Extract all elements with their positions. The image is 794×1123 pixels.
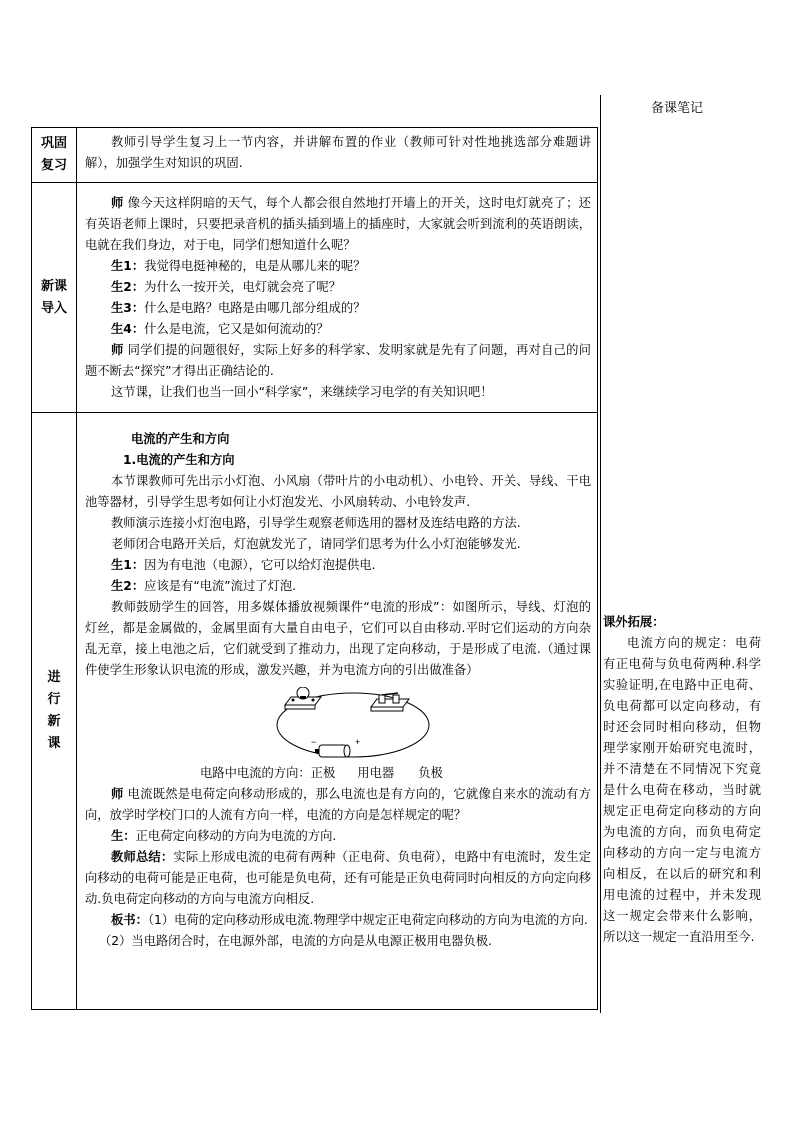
lesson-label-char4: 课 (47, 736, 61, 751)
speaker-student-4: 生4： (111, 322, 145, 336)
student-question-3-text: 什么是电路？电路是由哪几部分组成的？ (144, 301, 366, 315)
lesson-label-char1: 进 (47, 670, 61, 685)
board-item-1: （1）电荷的定向移动形成电流.物理学中规定正电荷定向移动的方向为电流的方向. (147, 913, 588, 927)
side-note-title: 课外拓展： (603, 615, 665, 629)
lesson-label-char2: 行 (47, 692, 61, 707)
student-question-3 (85, 298, 591, 319)
lesson-paragraph-2: 教师演示连接小灯泡电路，引导学生观察老师选用的器材及连结电路的方法. (111, 516, 521, 530)
student-answer-1-text: 因为有电池（电源），它可以给灯泡提供电. (144, 558, 376, 572)
lesson-table (31, 127, 598, 1010)
student-answer-3-text: 正电荷定向移动的方向为电流的方向. (135, 829, 337, 843)
speaker-student-1: 生1： (111, 259, 145, 273)
lesson-paragraph-3: 老师闭合电路开关后，灯泡就发光了，请同学们思考为什么小灯泡能够发光. (111, 537, 521, 551)
lesson-label (32, 413, 77, 1009)
lamp (285, 687, 321, 709)
speaker-student-a1: 生1： (111, 558, 145, 572)
student-question-4 (85, 319, 591, 340)
caption-negative: 负极 (418, 766, 443, 780)
teacher-summary (85, 847, 591, 910)
student-answer-2 (85, 576, 591, 597)
lesson-paragraph-4: 教师鼓励学生的回答，用多媒体播放视频课件“电流的形成”：如图所示，导线、灯泡的灯丝，都是金属做的，金属里面有大量自由电子，它们可以自由移动.平时它们运动的方向杂乱无章，接上电池之后，它们就受到了推动力，出现了定向移动，于是形成了电流.（通过课件使学生形象认识电流的形成，激发兴趣，并为电流方向的引出做准备） (85, 600, 591, 677)
student-question-2-text: 为什么一按开关，电灯就会亮了呢？ (144, 280, 341, 294)
speaker-teacher: 师 (111, 196, 124, 210)
caption-appliance: 用电器 (357, 766, 395, 780)
student-answer-2-text: 应该是有“电流”流过了灯泡. (144, 579, 297, 593)
side-note-text: 电流方向的规定：电荷有正电荷与负电荷两种.科学实验证明,在电路中正电荷、负电荷都可以定向移动，有时还会同时相向移动，但物理学家刚开始研究电流时，并不清楚在不同情况下究竟是什么电荷在移动，当时就规定正电荷定向移动的方向为电流的方向，而负电荷定向移动的方向一定与电流方向相反，在以后的研究和利用电流的过程中，并未发现这一规定会带来什么影响，所以这一规定一直沿用至今. (603, 636, 761, 944)
board-item-2: （2）当电路闭合时，在电源外部，电流的方向是从电源正极用电器负极. (99, 934, 492, 948)
intro-label-line1: 新课 (40, 278, 67, 294)
section-subheading: 1.电流的产生和方向 (123, 453, 235, 467)
lesson-label-char3: 新 (47, 714, 61, 729)
teacher-question-text: 电流既然是电荷定向移动形成的，那么电流也是有方向的，它就像自来水的流动有方向，放学时学校门口的人流有方向一样，电流的方向是怎样规定的呢？ (85, 787, 591, 822)
section-heading: 电流的产生和方向 (131, 432, 230, 446)
lesson-row (32, 412, 597, 1009)
review-content (77, 128, 597, 182)
speaker-student-a3: 生： (111, 829, 136, 843)
student-question-4-text: 什么是电流，它又是如何流动的？ (144, 322, 329, 336)
speaker-teacher-3: 师 (111, 787, 124, 801)
intro-label-line2: 导入 (40, 300, 67, 316)
review-label (32, 128, 77, 182)
caption-positive: 电路中电流的方向：正极 (200, 766, 336, 780)
intro-label (32, 183, 77, 412)
lesson-content (77, 413, 597, 1009)
battery-minus-sign: − (311, 737, 317, 747)
student-question-1 (85, 256, 591, 277)
speaker-student-2: 生2： (111, 280, 145, 294)
review-label-line1: 巩固 (40, 136, 67, 151)
circuit-diagram (275, 687, 435, 765)
battery-plus-sign: + (355, 737, 361, 747)
intro-paragraph-2 (85, 340, 591, 382)
intro-paragraph-3: 这节课，让我们也当一回小“科学家”，来继续学习电学的有关知识吧！ (111, 385, 493, 399)
summary-text: 实际上形成电流的电荷有两种（正电荷、负电荷），电路中有电流时，发生定向移动的电荷可能是正电荷，也可能是负电荷，还有可能是正负电荷同时向相反的方向定向移动.负电荷定向移动的方向与电流方向相反. (85, 850, 591, 906)
side-note (603, 612, 761, 948)
switch (371, 693, 409, 711)
intro-paragraph-1 (85, 193, 591, 256)
review-label-line2: 复习 (40, 158, 67, 173)
review-text: 教师引导学生复习上一节内容，并讲解布置的作业（教师可针对性地挑选部分难题讲解），加强学生对知识的巩固. (85, 135, 591, 170)
student-question-2 (85, 277, 591, 298)
notes-column-divider (600, 95, 601, 1013)
student-question-1-text: 我觉得电挺神秘的，电是从哪儿来的呢？ (144, 259, 366, 273)
intro-paragraph-2-text: 同学们提的问题很好，实际上好多的科学家、发明家就是先有了问题，再对自己的问题不断去“探究”才得出正确结论的. (85, 343, 591, 378)
summary-label: 教师总结： (111, 850, 174, 864)
speaker-teacher-2: 师 (111, 343, 124, 357)
notes-title: 备课笔记 (651, 101, 704, 116)
board-label: 板书： (111, 913, 148, 927)
teacher-question (85, 784, 591, 826)
speaker-student-3: 生3： (111, 301, 145, 315)
student-answer-3 (85, 826, 591, 847)
lesson-paragraph-1: 本节课教师可先出示小灯泡、小风扇（带叶片的小电动机）、小电铃、开关、导线、干电池等器材，引导学生思考如何让小灯泡发光、小风扇转动、小电铃发声. (85, 474, 591, 509)
speaker-student-a2: 生2： (111, 579, 145, 593)
circuit-caption (85, 763, 591, 784)
intro-row (32, 182, 597, 412)
board-notes (85, 910, 591, 931)
intro-content (77, 183, 597, 412)
review-row (32, 128, 597, 182)
student-answer-1 (85, 555, 591, 576)
intro-paragraph-1-text: 像今天这样阴暗的天气，每个人都会很自然地打开墙上的开关，这时电灯就亮了；还有英语老师上课时，只要把录音机的插头插到墙上的插座时，大家就会听到流利的英语朗读，电就在我们身边，对于电，同学们想知道什么呢？ (85, 196, 591, 252)
